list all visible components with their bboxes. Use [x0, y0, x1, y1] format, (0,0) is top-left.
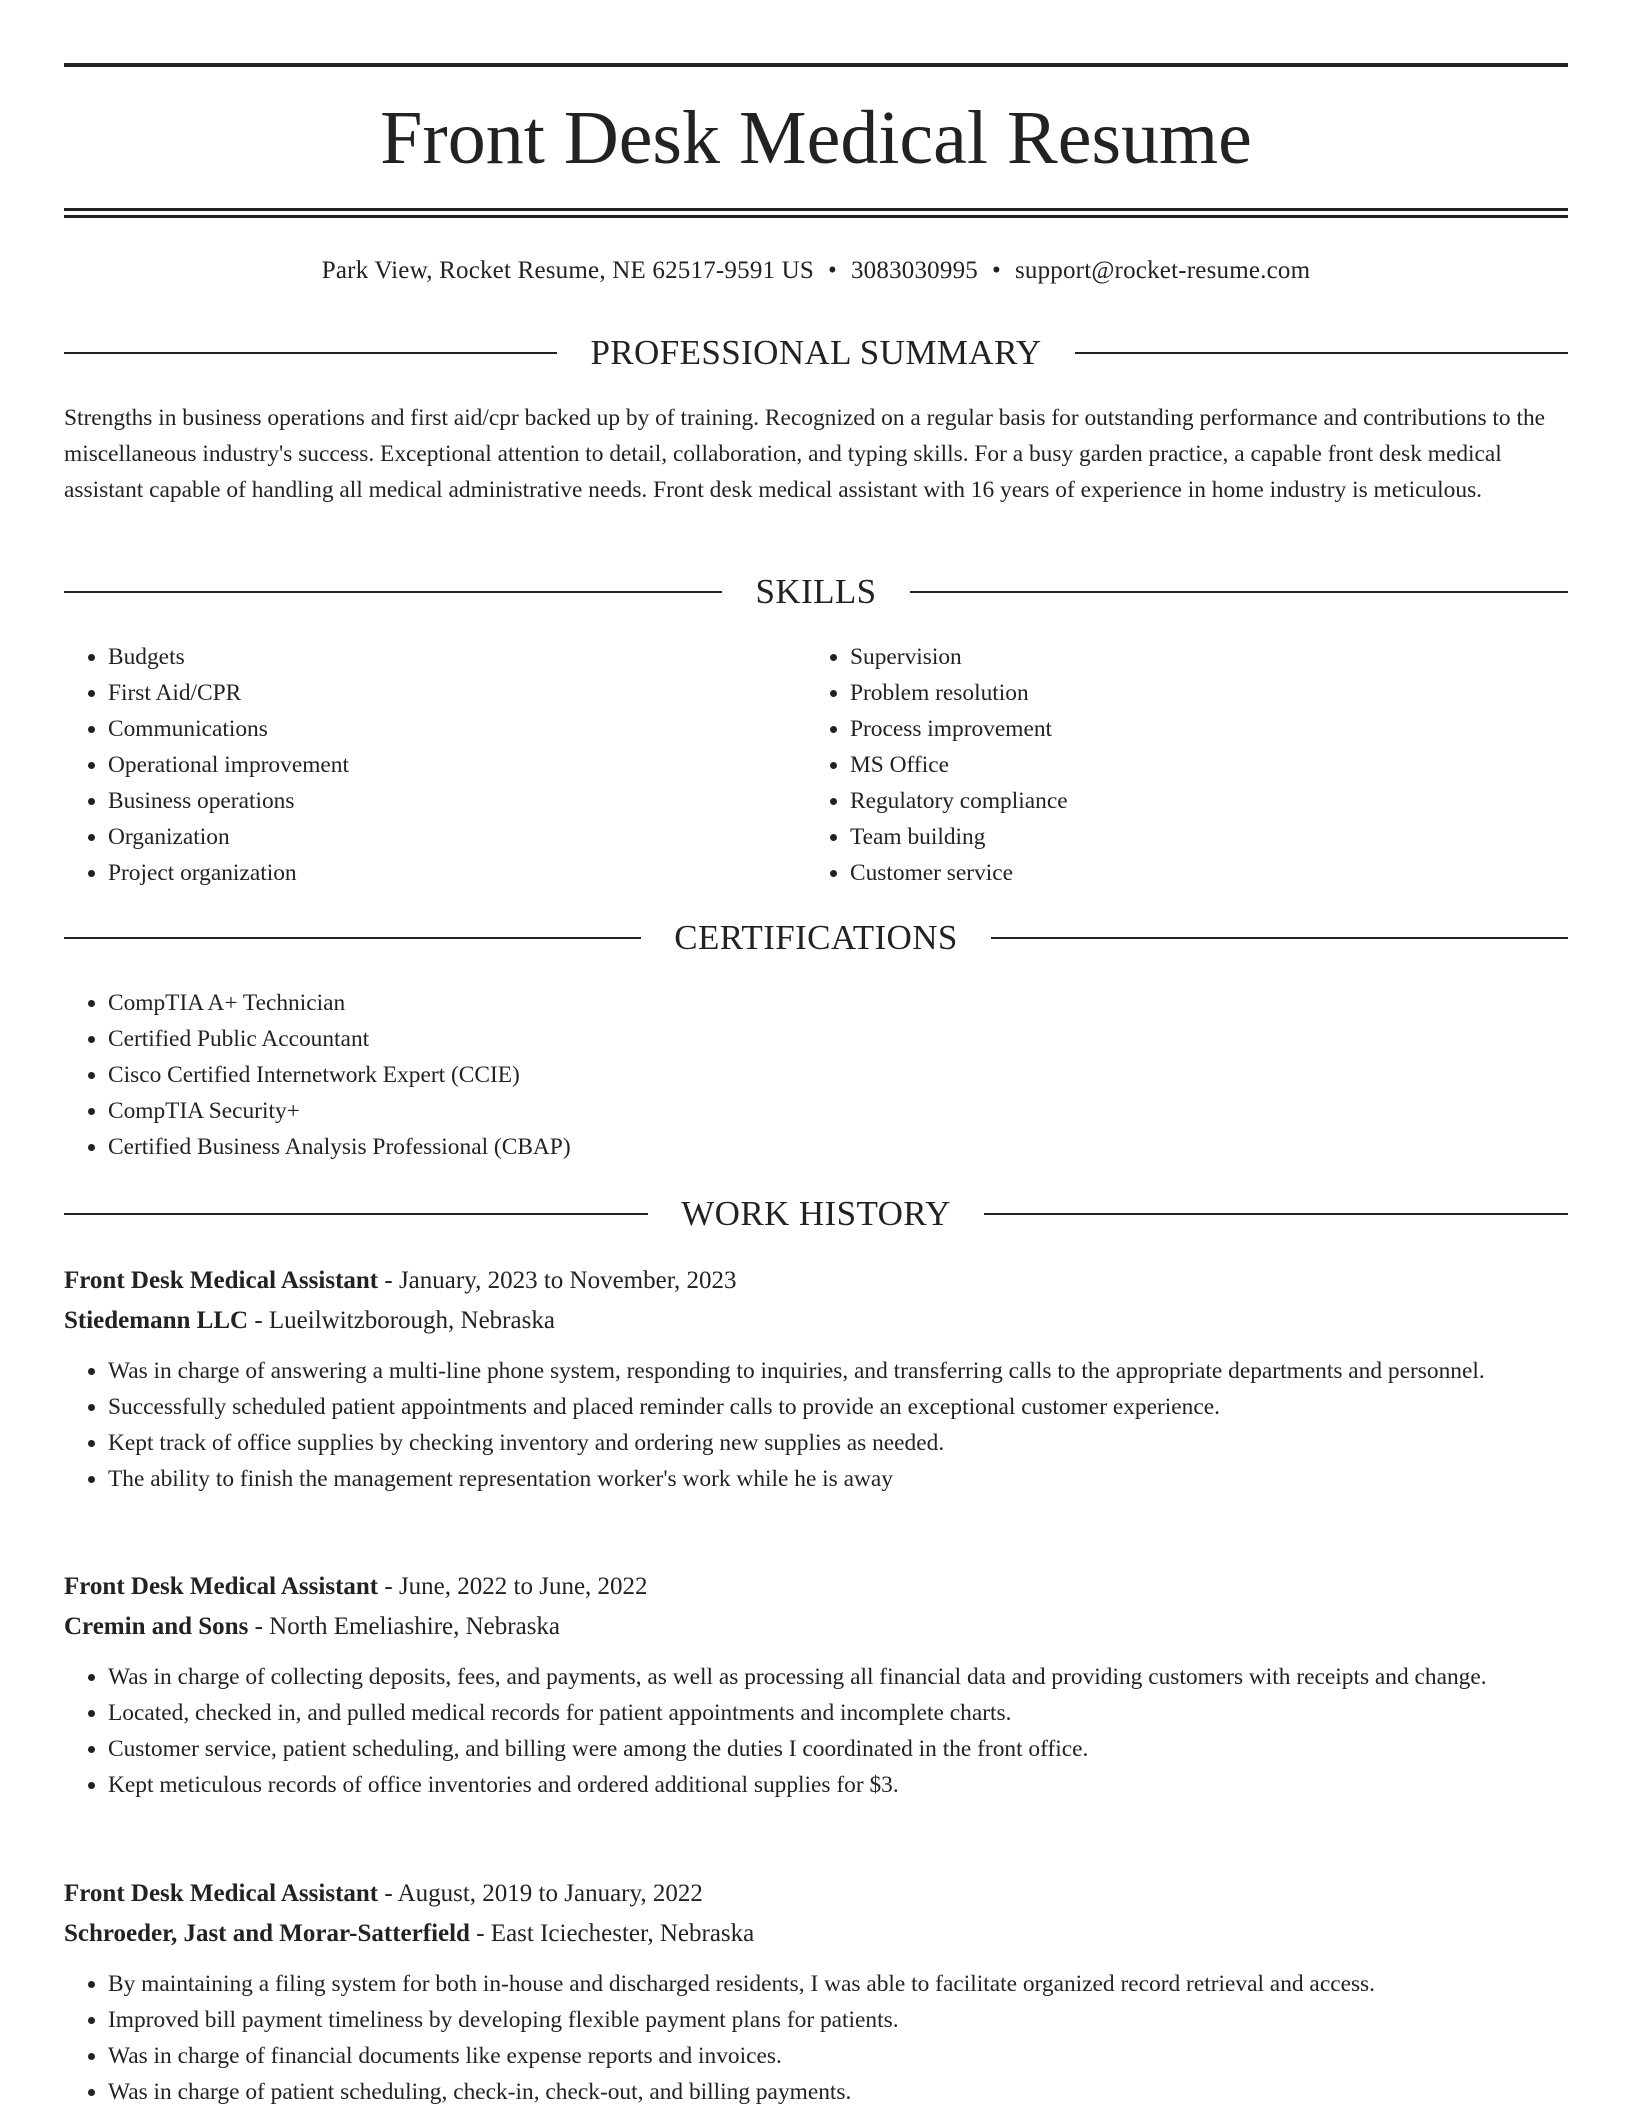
list-item: • Certified Public Accountant: [108, 1021, 1464, 1057]
contact-email: support@rocket-resume.com: [1014, 257, 1311, 284]
job-dates: - August, 2019 to January, 2022: [378, 1880, 703, 1907]
list-item: • Project organization: [108, 855, 764, 891]
job-title: Front Desk Medical Assistant: [64, 1880, 379, 1907]
list-item: • Customer service, patient scheduling, and billing were among the duties I coordinated in the front office.: [108, 1731, 1568, 1767]
job-title-line: [64, 1874, 1568, 1914]
list-item: • CompTIA A+ Technician: [108, 985, 1464, 1021]
contact-phone: 3083030995: [850, 257, 978, 284]
job-duties-list: [64, 1353, 1568, 1497]
job-dates: - January, 2023 to November, 2023: [378, 1267, 737, 1294]
job-duties-list: [64, 1966, 1568, 2110]
list-item: • Operational improvement: [108, 747, 764, 783]
list-item: • First Aid/CPR: [108, 675, 764, 711]
section-heading-summary: [64, 331, 1568, 375]
list-item: • Successfully scheduled patient appointments and placed reminder calls to provide an exceptional customer experience.: [108, 1389, 1568, 1425]
list-item: • Located, checked in, and pulled medical records for patient appointments and incomplete charts.: [108, 1695, 1568, 1731]
section-heading-skills: [64, 570, 1568, 614]
list-item: • Improved bill payment timeliness by developing flexible payment plans for patients.: [108, 2002, 1568, 2038]
job-company-line: [64, 1301, 1568, 1341]
skills-column-right: [806, 639, 1506, 891]
job-entry: [64, 1874, 1568, 2110]
page-title: Front Desk Medical Resume: [380, 96, 1252, 180]
job-company: Cremin and Sons: [64, 1613, 249, 1640]
job-title: Front Desk Medical Assistant: [64, 1267, 379, 1294]
list-item: • MS Office: [850, 747, 1506, 783]
list-item: • Certified Business Analysis Professional (CBAP): [108, 1129, 1464, 1165]
divider: [984, 1213, 1568, 1215]
section-title: WORK HISTORY: [681, 1194, 951, 1233]
list-item: • Organization: [108, 819, 764, 855]
list-item: • Was in charge of patient scheduling, check-in, check-out, and billing payments.: [108, 2074, 1568, 2110]
job-location: - East Iciechester, Nebraska: [469, 1920, 755, 1947]
list-item: • Kept meticulous records of office inventories and ordered additional supplies for $3.: [108, 1767, 1568, 1803]
certifications-list: [64, 985, 1464, 1165]
section-title: PROFESSIONAL SUMMARY: [590, 333, 1042, 372]
job-company-line: [64, 1914, 1568, 1954]
list-item: • Business operations: [108, 783, 764, 819]
skills-column-left: [64, 639, 764, 891]
section-heading-certifications: [64, 916, 1568, 960]
job-location: - Lueilwitzborough, Nebraska: [248, 1307, 555, 1334]
divider: [991, 937, 1568, 939]
skills-list-right: [806, 639, 1506, 891]
contact-separator: •: [991, 257, 1001, 284]
list-item: • Was in charge of collecting deposits, fees, and payments, as well as processing all financial data and providing customers with receipts and change.: [108, 1659, 1568, 1695]
divider: [64, 591, 722, 593]
certifications-block: [64, 985, 1464, 1165]
contact-line: [64, 254, 1568, 288]
title-double-rule: [64, 208, 1568, 218]
contact-address: Park View, Rocket Resume, NE 62517-9591 US: [321, 257, 815, 284]
divider: [64, 352, 557, 354]
divider: [1075, 352, 1568, 354]
list-item: • By maintaining a filing system for both in-house and discharged residents, I was able to facilitate organized record retrieval and access.: [108, 1966, 1568, 2002]
list-item: • Was in charge of answering a multi-line phone system, responding to inquiries, and transferring calls to the appropriate departments and personnel.: [108, 1353, 1568, 1389]
section-title: CERTIFICATIONS: [674, 918, 958, 957]
list-item: • Problem resolution: [850, 675, 1506, 711]
contact-separator: •: [828, 257, 837, 284]
list-item: • Regulatory compliance: [850, 783, 1506, 819]
list-item: • Supervision: [850, 639, 1506, 675]
skills-list-left: [64, 639, 764, 891]
list-item: • Team building: [850, 819, 1506, 855]
job-company-line: [64, 1607, 1568, 1647]
list-item: • The ability to finish the management representation worker's work while he is away: [108, 1461, 1568, 1497]
section-heading-work-history: [64, 1192, 1568, 1236]
divider: [910, 591, 1568, 593]
list-item: • Was in charge of financial documents like expense reports and invoices.: [108, 2038, 1568, 2074]
job-entry: [64, 1261, 1568, 1497]
list-item: • Kept track of office supplies by checking inventory and ordering new supplies as needed.: [108, 1425, 1568, 1461]
job-entry: [64, 1567, 1568, 1803]
job-title-line: [64, 1261, 1568, 1301]
job-company: Schroeder, Jast and Morar-Satterfield: [64, 1920, 470, 1947]
job-duties-list: [64, 1659, 1568, 1803]
job-location: - North Emeliashire, Nebraska: [248, 1613, 561, 1640]
divider: [64, 1213, 648, 1215]
list-item: • CompTIA Security+: [108, 1093, 1464, 1129]
summary-text: Strengths in business operations and first aid/cpr backed up by of training. Recognized on a regular basis for outstanding performance and contributions to the miscellaneous industry's success. Exceptional attention to detail, collaboration, and typing skills. For a busy garden practice, a capable front desk medical assistant capable of handling all medical administrative needs. Front desk medical assistant with 16 years of experience in home industry is meticulous.: [64, 405, 1546, 503]
list-item: • Customer service: [850, 855, 1506, 891]
list-item: • Budgets: [108, 639, 764, 675]
job-title-line: [64, 1567, 1568, 1607]
job-company: Stiedemann LLC: [64, 1307, 249, 1334]
section-title: SKILLS: [755, 572, 877, 611]
job-dates: - June, 2022 to June, 2022: [378, 1573, 648, 1600]
list-item: • Communications: [108, 711, 764, 747]
list-item: • Process improvement: [850, 711, 1506, 747]
divider: [64, 937, 641, 939]
top-rule: [64, 63, 1568, 67]
list-item: • Cisco Certified Internetwork Expert (CCIE): [108, 1057, 1464, 1093]
job-title: Front Desk Medical Assistant: [64, 1573, 379, 1600]
